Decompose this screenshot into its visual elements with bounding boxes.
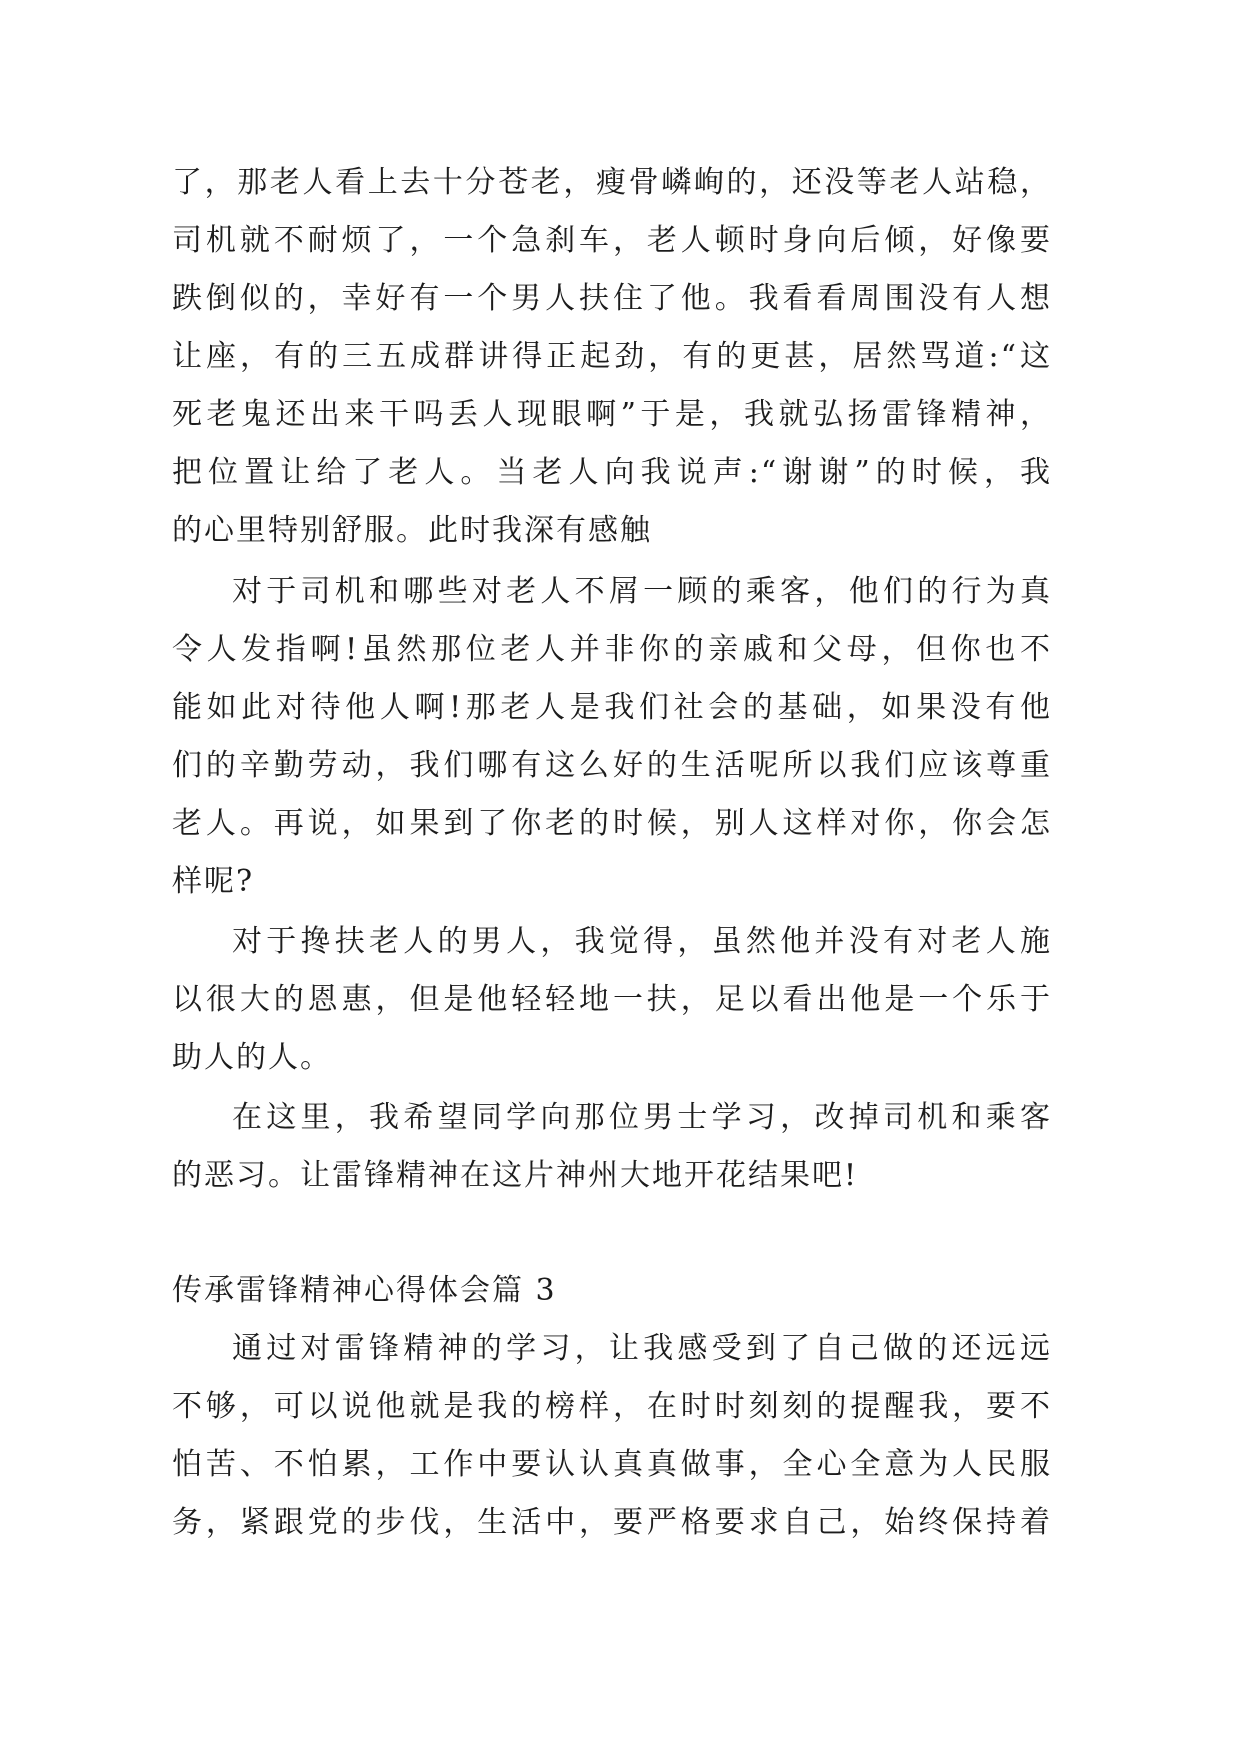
text-line: 跌倒似的，幸好有一个男人扶住了他。我看看周围没有人想 (172, 281, 1052, 316)
paragraph (172, 563, 1052, 911)
text-line: 以很大的恩惠，但是他轻轻地一扶，足以看出他是一个乐于 (172, 982, 1052, 1017)
text-line: 怕苦、不怕累，工作中要认认真真做事，全心全意为人民服 (172, 1447, 1052, 1482)
text-line: 老人。再说，如果到了你老的时候，别人这样对你，你会怎 (172, 806, 1052, 841)
text-line: 让座，有的三五成群讲得正起劲，有的更甚，居然骂道:“这 (172, 339, 1052, 374)
paragraph (172, 1089, 1052, 1205)
text-line: 的心里特别舒服。此时我深有感触 (172, 513, 652, 548)
text-line: 样呢? (172, 864, 255, 899)
section-heading: 传承雷锋精神心得体会篇 3 (172, 1273, 557, 1308)
paragraph (172, 1320, 1052, 1552)
text-line: 的恶习。让雷锋精神在这片神州大地开花结果吧! (172, 1158, 859, 1193)
text-line: 对于司机和哪些对老人不屑一顾的乘客，他们的行为真 (232, 574, 1052, 609)
text-line: 了，那老人看上去十分苍老，瘦骨嶙峋的，还没等老人站稳， (172, 165, 1052, 200)
text-line: 令人发指啊!虽然那位老人并非你的亲戚和父母，但你也不 (172, 632, 1052, 667)
text-line: 务，紧跟党的步伐，生活中，要严格要求自己，始终保持着 (172, 1505, 1052, 1540)
text-line: 在这里，我希望同学向那位男士学习，改掉司机和乘客 (232, 1100, 1052, 1135)
text-line: 通过对雷锋精神的学习，让我感受到了自己做的还远远 (232, 1331, 1052, 1366)
text-line: 把位置让给了老人。当老人向我说声:“谢谢”的时候，我 (172, 455, 1052, 490)
text-line: 不够，可以说他就是我的榜样，在时时刻刻的提醒我，要不 (172, 1389, 1052, 1424)
paragraph-continued (172, 154, 1052, 560)
text-line: 司机就不耐烦了，一个急刹车，老人顿时身向后倾，好像要 (172, 223, 1052, 258)
text-line: 们的辛勤劳动，我们哪有这么好的生活呢所以我们应该尊重 (172, 748, 1052, 783)
paragraph (172, 913, 1052, 1087)
text-line: 对于搀扶老人的男人，我觉得，虽然他并没有对老人施 (232, 924, 1052, 959)
text-line: 助人的人。 (172, 1040, 332, 1075)
text-line: 能如此对待他人啊!那老人是我们社会的基础，如果没有他 (172, 690, 1052, 725)
text-line: 死老鬼还出来干吗丢人现眼啊”于是，我就弘扬雷锋精神， (172, 397, 1052, 432)
